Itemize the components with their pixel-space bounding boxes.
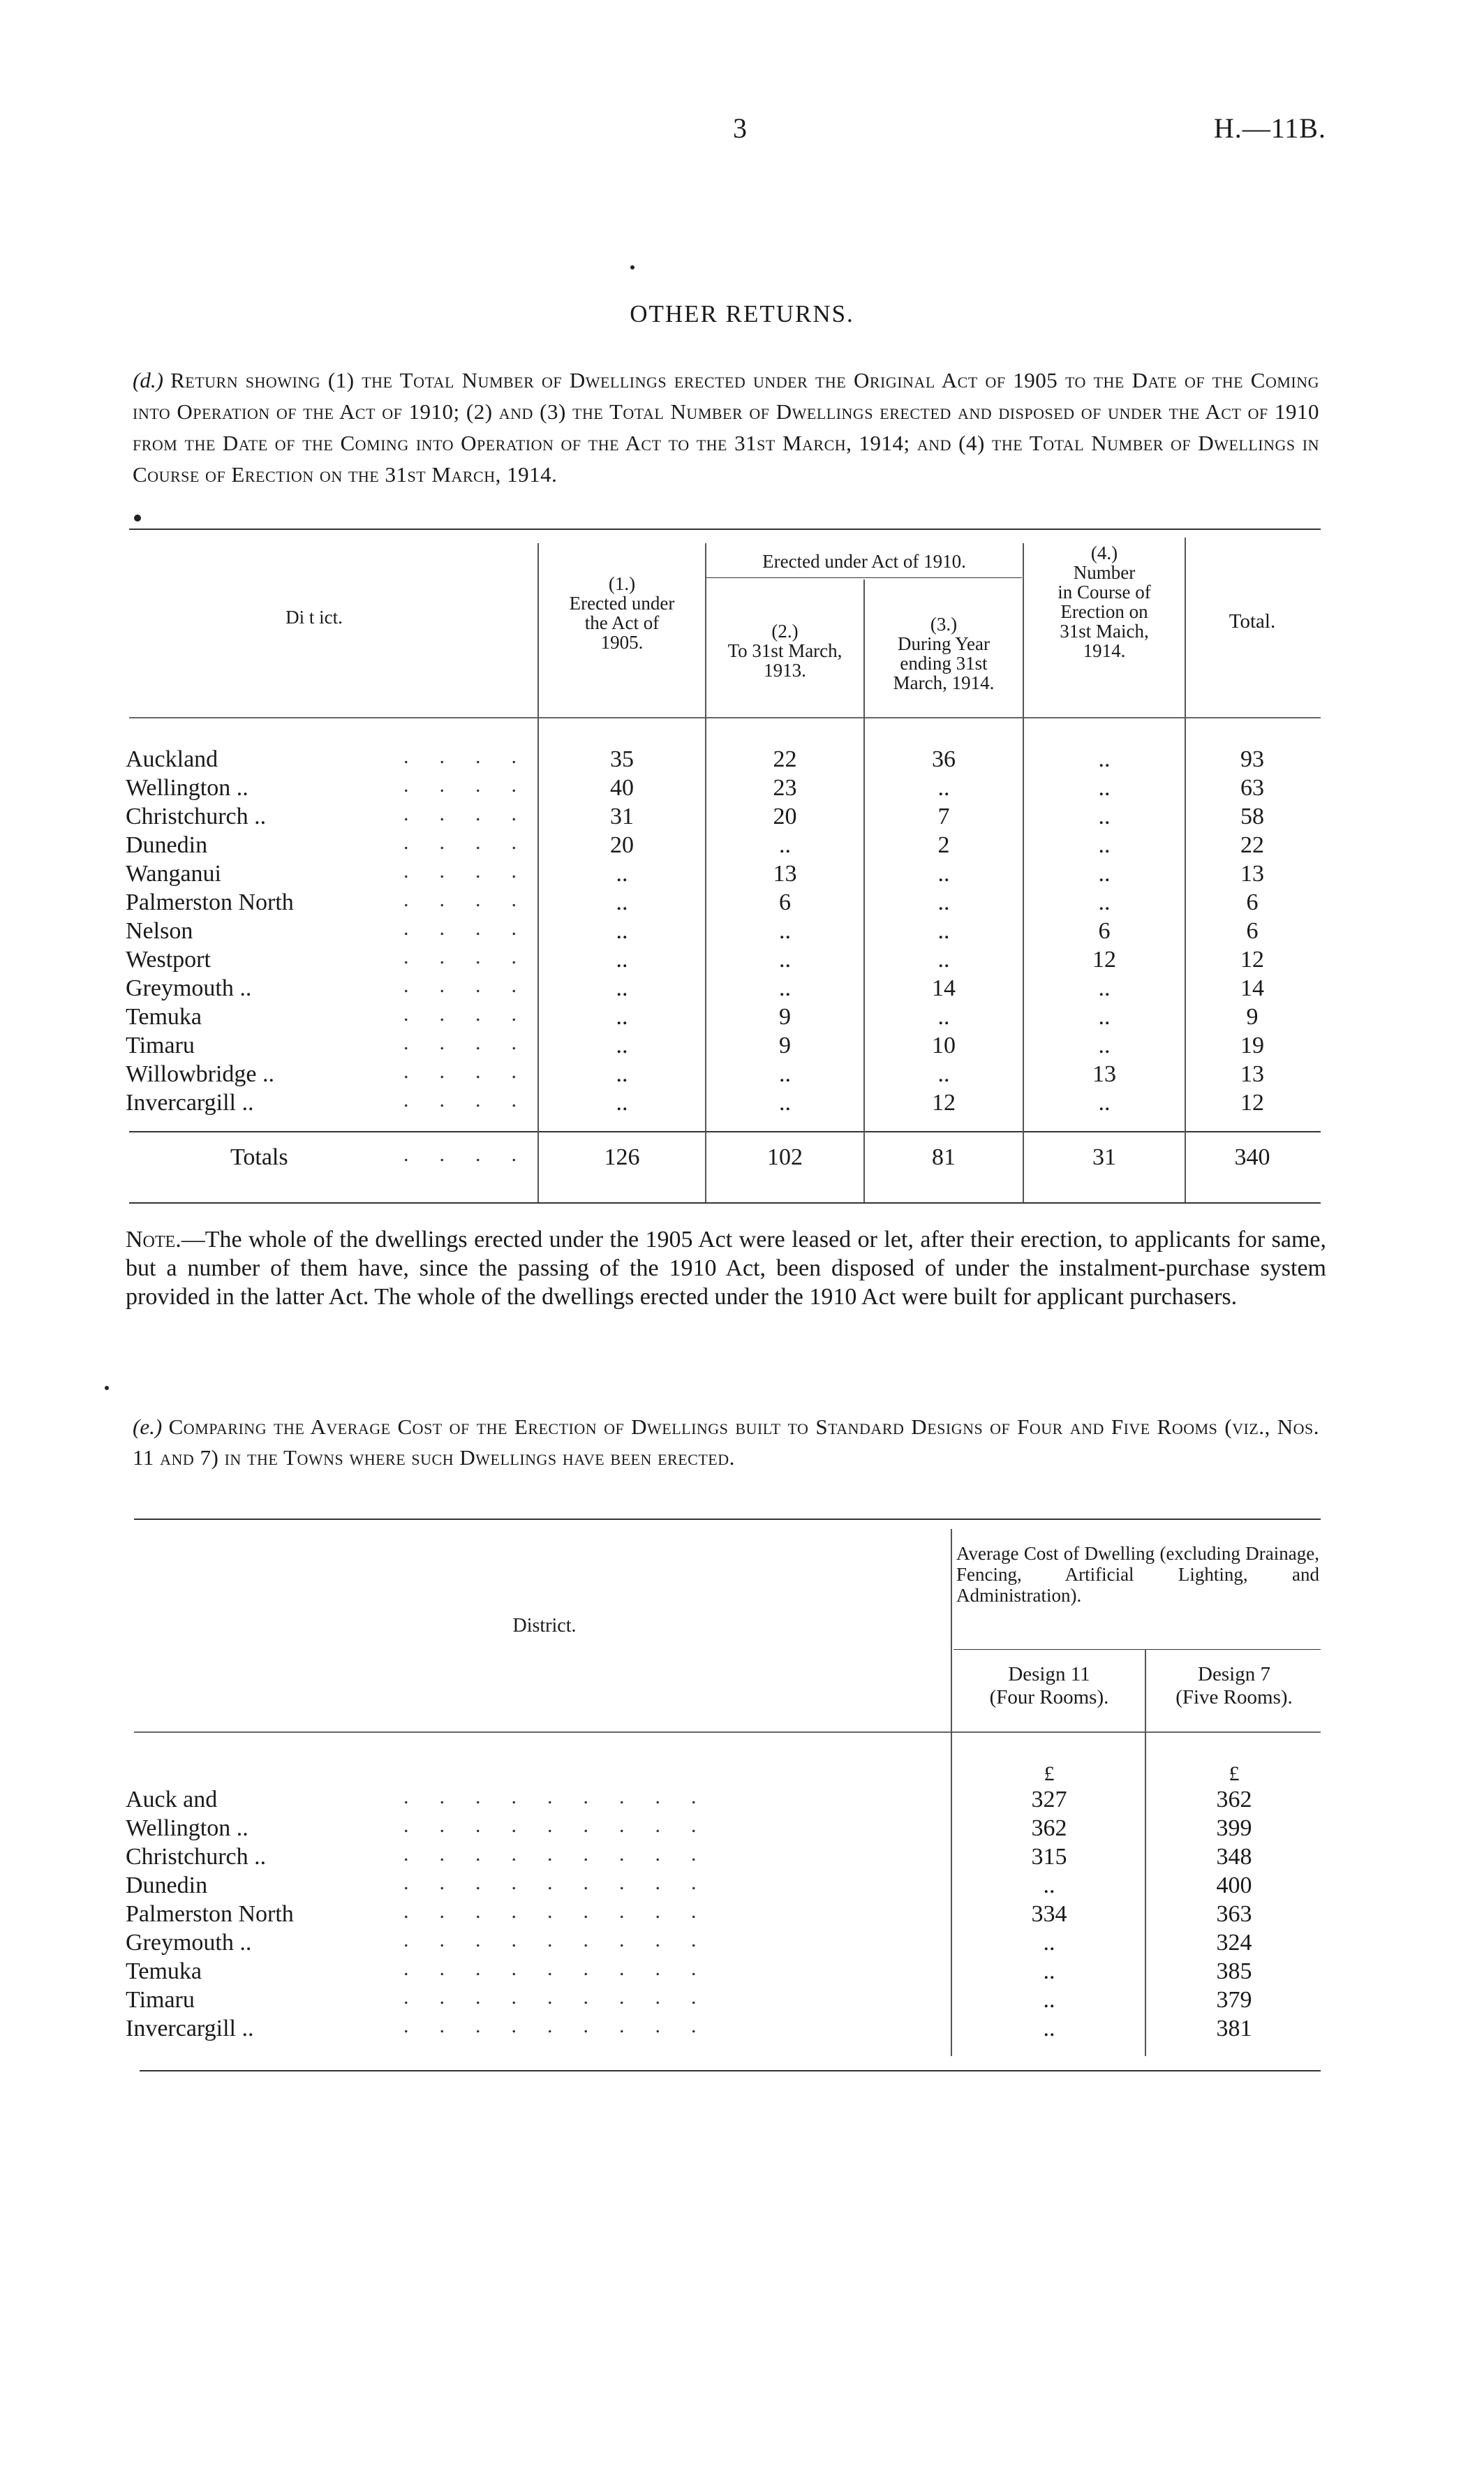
cell-d7: 381: [1216, 2016, 1252, 2041]
cell-d11: 327: [1031, 1787, 1067, 1812]
col-header-design-11: [954, 1663, 1145, 1709]
cell-c2: 9: [779, 1004, 791, 1030]
col-header-3-line: ending 31st: [900, 653, 988, 674]
cell-d11: ..: [1043, 2016, 1055, 2041]
cell-c2: 6: [779, 889, 791, 915]
cell-c4: ..: [1098, 775, 1111, 801]
district-name: Wanganui: [126, 861, 221, 887]
col-header-design-7-line: Design 7: [1198, 1663, 1270, 1685]
leader-dots: ....: [403, 859, 547, 882]
col-header-1-line: (1.): [608, 573, 636, 594]
cell-total: 93: [1240, 746, 1264, 772]
district-name: Auck and: [126, 1787, 218, 1812]
cell-c1: ..: [616, 1004, 628, 1030]
cell-c1: ..: [616, 1090, 628, 1116]
col-header-4-line: in Course of: [1058, 582, 1151, 603]
table-e-header-rule: [134, 1731, 1321, 1733]
return-d-heading: [133, 364, 1319, 490]
leader-dots: ....: [403, 1060, 547, 1083]
col-header-4-line: (4.): [1090, 542, 1118, 563]
currency-symbol: £: [1044, 1762, 1055, 1785]
totals-total: 340: [1234, 1144, 1270, 1170]
district-name: Timaru: [126, 1987, 195, 2013]
col-header-1: [539, 574, 705, 652]
cell-c2: 20: [773, 804, 797, 829]
leader-dots: ....: [403, 1088, 547, 1111]
col-header-4: [1024, 543, 1185, 660]
cell-c1: ..: [616, 975, 628, 1001]
cell-total: 6: [1246, 889, 1259, 915]
cell-c4: 12: [1092, 947, 1116, 973]
cell-d7: 385: [1216, 1958, 1252, 1984]
district-name: Nelson: [126, 918, 193, 944]
cell-c3: 7: [937, 804, 950, 829]
col-header-average-cost: Average Cost of Dwelling (excluding Drainage, Fencing, Artificial Lighting, and Administration).: [956, 1543, 1319, 1606]
district-name: Westport: [126, 947, 211, 973]
col-header-district: Di t ict.: [285, 607, 343, 628]
cell-c1: ..: [616, 889, 628, 915]
district-name: Dunedin: [126, 832, 208, 858]
cell-c4: 6: [1098, 918, 1111, 944]
cell-c4: ..: [1098, 1004, 1111, 1030]
col-header-4-line: 31st Maich,: [1060, 621, 1149, 642]
cell-c1: 31: [610, 804, 634, 829]
district-name: Invercargill ..: [126, 2016, 254, 2041]
district-name: Palmerston North: [126, 1901, 294, 1927]
district-name: Willowbridge ..: [126, 1061, 274, 1087]
cell-c3: 12: [932, 1090, 956, 1116]
cell-c4: ..: [1098, 746, 1111, 772]
cell-d11: ..: [1043, 1958, 1055, 1984]
col-header-1-line: 1905.: [600, 632, 644, 653]
cell-d11: ..: [1043, 1872, 1055, 1898]
cell-d11: 334: [1031, 1901, 1067, 1927]
return-e-label: (e.): [133, 1414, 163, 1439]
district-name: Christchurch ..: [126, 804, 267, 829]
leader-dots: .........: [403, 1900, 727, 1923]
cell-d7: 399: [1216, 1815, 1252, 1841]
cell-c2: ..: [779, 832, 791, 858]
cell-c3: 36: [932, 746, 956, 772]
col-header-4-line: Number: [1073, 562, 1136, 583]
leader-dots: ....: [403, 974, 547, 997]
col-header-1-line: the Act of: [584, 612, 660, 633]
col-header-2-line: (2.): [771, 621, 799, 642]
cell-total: 13: [1240, 1061, 1264, 1087]
leader-dots: ....: [403, 1143, 547, 1166]
col-header-4-line: Erection on: [1060, 601, 1148, 622]
cell-c1: ..: [616, 1061, 628, 1087]
cell-total: 19: [1240, 1033, 1264, 1058]
col-header-group-1910: Erected under Act of 1910.: [762, 551, 966, 572]
cell-c3: ..: [937, 1061, 950, 1087]
col-header-design-7: [1148, 1663, 1321, 1709]
district-name: Invercargill ..: [126, 1090, 254, 1116]
leader-dots: .........: [403, 1842, 727, 1866]
leader-dots: ....: [403, 774, 547, 797]
cell-c1: 35: [610, 746, 634, 772]
cell-total: 12: [1240, 947, 1264, 973]
cell-c1: ..: [616, 1033, 628, 1058]
leader-dots: ....: [403, 888, 547, 911]
totals-c3: 81: [932, 1144, 956, 1170]
district-name: Dunedin: [126, 1872, 208, 1898]
cell-d7: 363: [1216, 1901, 1252, 1927]
district-name: Wellington ..: [126, 1815, 248, 1841]
totals-c4: 31: [1092, 1144, 1116, 1170]
leader-dots: ....: [403, 802, 547, 825]
cell-d11: 362: [1031, 1815, 1067, 1841]
note-paragraph: [126, 1225, 1326, 1311]
cell-total: 9: [1246, 1004, 1259, 1030]
cell-c2: 22: [773, 746, 797, 772]
cell-d7: 400: [1216, 1872, 1252, 1898]
cell-c4: 13: [1092, 1061, 1116, 1087]
col-header-design-7-line: (Five Rooms).: [1175, 1686, 1293, 1708]
district-name: Palmerston North: [126, 889, 294, 915]
cell-c3: 14: [932, 975, 956, 1001]
cell-c1: ..: [616, 861, 628, 887]
cell-c3: ..: [937, 775, 950, 801]
cell-total: 13: [1240, 861, 1264, 887]
cell-total: 22: [1240, 832, 1264, 858]
cell-c1: 20: [610, 832, 634, 858]
totals-c2: 102: [767, 1144, 803, 1170]
leader-dots: ....: [403, 1031, 547, 1054]
cell-c1: ..: [616, 947, 628, 973]
table-d-group-rule: [706, 577, 1022, 578]
return-e-heading-text: Comparing the Average Cost of the Erection of Dwellings built to Standard Designs of Four and Five Rooms (viz., Nos. 11 and 7) in the Towns where such Dwellings have been erected.: [133, 1414, 1319, 1470]
district-name: Timaru: [126, 1033, 195, 1058]
district-name: Greymouth ..: [126, 975, 252, 1001]
cell-c4: ..: [1098, 1090, 1111, 1116]
leader-dots: .........: [403, 1814, 727, 1837]
col-header-2-line: 1913.: [764, 660, 806, 681]
col-header-2-line: To 31st March,: [727, 640, 843, 661]
leader-dots: .........: [403, 1928, 727, 1951]
cell-total: 12: [1240, 1090, 1264, 1116]
col-header-2: [706, 621, 863, 680]
district-name: Temuka: [126, 1958, 202, 1984]
cell-d7: 379: [1216, 1987, 1252, 2013]
table-d-header-rule: [129, 717, 1321, 718]
table-d-bottom-rule: [129, 1202, 1321, 1204]
cell-c4: ..: [1098, 889, 1111, 915]
cell-c4: ..: [1098, 1033, 1111, 1058]
cell-d11: ..: [1043, 1930, 1055, 1956]
leader-dots: ....: [403, 1003, 547, 1026]
cell-d7: 362: [1216, 1787, 1252, 1812]
col-header-3-line: (3.): [930, 614, 958, 635]
cell-c2: 9: [779, 1033, 791, 1058]
note-text: —The whole of the dwellings erected under the 1905 Act were leased or let, after their erection, to applicants for same, but a number of them have, since the passing of the 1910 Act, been disposed of under the instalment-purchase system provided in the latter Act. The whole of the dwellings erected under the 1910 Act were built for applicant purchasers.: [126, 1227, 1326, 1310]
document-reference: H.—11B.: [1213, 112, 1326, 144]
col-header-4-line: 1914.: [1083, 640, 1126, 661]
return-d-label: (d.): [133, 368, 163, 392]
leader-dots: .........: [403, 2014, 727, 2037]
note-label: Note.: [126, 1227, 181, 1253]
leader-dots: .........: [403, 1871, 727, 1894]
cell-c4: ..: [1098, 832, 1111, 858]
cell-total: 6: [1246, 918, 1259, 944]
cell-c1: 40: [610, 775, 634, 801]
cell-c2: ..: [779, 918, 791, 944]
table-d-top-rule: [129, 529, 1321, 530]
section-title: OTHER RETURNS.: [630, 300, 854, 327]
district-name: Christchurch ..: [126, 1844, 267, 1870]
ink-speck: [630, 265, 635, 269]
district-name: Wellington ..: [126, 775, 248, 801]
cell-d7: 348: [1216, 1844, 1252, 1870]
cell-c3: ..: [937, 889, 950, 915]
leader-dots: ....: [403, 831, 547, 854]
col-header-total: Total.: [1229, 610, 1276, 633]
district-name: Temuka: [126, 1004, 202, 1030]
cell-d11: ..: [1043, 1987, 1055, 2013]
return-d-heading-text: Return showing (1) the Total Number of Dwellings erected under the Original Act of 1905 to the Date of the Coming into Operation of the Act of 1910; (2) and (3) the Total Number of Dwellings erected and disposed of under the Act of 1910 from the Date of the Coming into Operation of the Act to the 31st March, 1914; and (4) the Total Number of Dwellings in Course of Erection on the 31st March, 1914.: [133, 368, 1319, 487]
leader-dots: ....: [403, 917, 547, 940]
table-e-bottom-rule: [140, 2070, 1321, 2071]
cell-c3: 2: [937, 832, 950, 858]
col-divider: [1145, 1649, 1146, 2056]
col-header-3-line: During Year: [898, 633, 990, 654]
cell-c2: 13: [773, 861, 797, 887]
col-header-3-line: March, 1914.: [893, 672, 995, 693]
leader-dots: ....: [403, 745, 547, 768]
currency-symbol: £: [1229, 1762, 1240, 1785]
cell-c3: ..: [937, 1004, 950, 1030]
cell-c3: ..: [937, 947, 950, 973]
col-header-design-11-line: Design 11: [1008, 1663, 1090, 1685]
page-number: 3: [733, 112, 747, 144]
cell-c2: ..: [779, 975, 791, 1001]
cell-c2: 23: [773, 775, 797, 801]
bullet-mark: [134, 515, 141, 522]
cell-c3: ..: [937, 918, 950, 944]
ink-speck: [105, 1386, 109, 1390]
col-divider: [951, 1529, 952, 2056]
cell-c4: ..: [1098, 975, 1111, 1001]
cell-c3: ..: [937, 861, 950, 887]
cell-c2: ..: [779, 1090, 791, 1116]
cell-c4: ..: [1098, 804, 1111, 829]
leader-dots: .........: [403, 1986, 727, 2009]
totals-c1: 126: [604, 1144, 640, 1170]
totals-label: Totals: [230, 1144, 288, 1170]
cell-c2: ..: [779, 947, 791, 973]
district-name: Auckland: [126, 746, 218, 772]
leader-dots: ....: [403, 945, 547, 968]
col-header-3: [865, 614, 1023, 693]
cell-c2: ..: [779, 1061, 791, 1087]
cell-d7: 324: [1216, 1930, 1252, 1956]
cell-c1: ..: [616, 918, 628, 944]
leader-dots: .........: [403, 1957, 727, 1980]
leader-dots: .........: [403, 1785, 727, 1808]
table-e-group-rule: [954, 1649, 1321, 1650]
table-d-totals-rule: [129, 1131, 1321, 1132]
col-header-design-11-line: (Four Rooms).: [989, 1686, 1109, 1708]
cell-total: 63: [1240, 775, 1264, 801]
return-e-heading: [133, 1412, 1319, 1473]
col-header-1-line: Erected under: [569, 593, 675, 614]
cell-total: 14: [1240, 975, 1264, 1001]
cell-d11: 315: [1031, 1844, 1067, 1870]
col-header-district: District.: [512, 1615, 577, 1637]
cell-c4: ..: [1098, 861, 1111, 887]
district-name: Greymouth ..: [126, 1930, 252, 1956]
cell-c3: 10: [932, 1033, 956, 1058]
cell-total: 58: [1240, 804, 1264, 829]
table-e-top-rule: [134, 1519, 1321, 1520]
